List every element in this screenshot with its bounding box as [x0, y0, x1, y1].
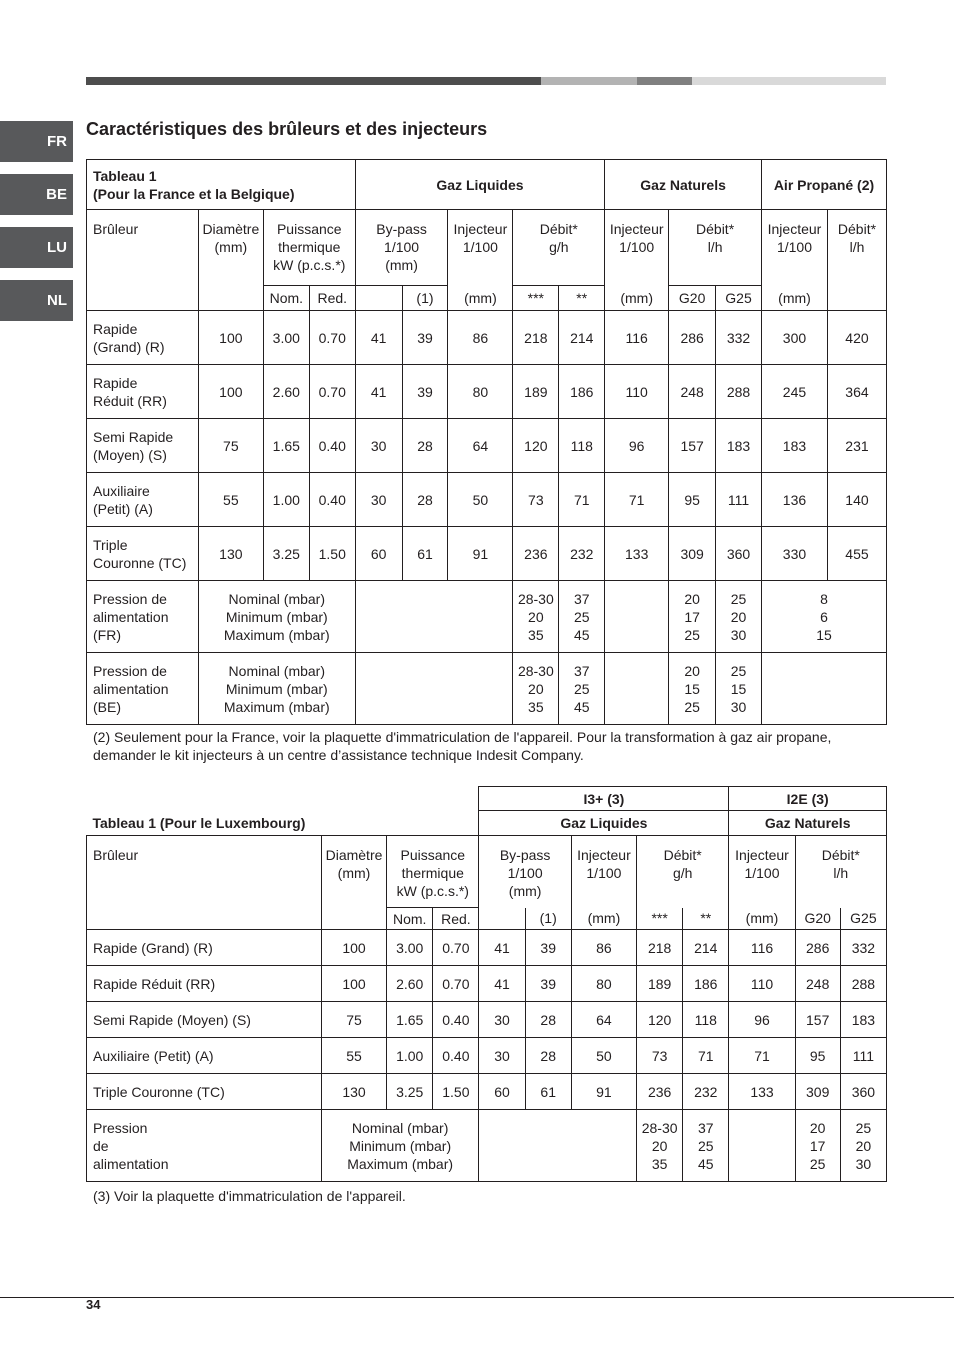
table-cell: 28 [402, 473, 448, 527]
header-diameter: Diamètre (mm) [198, 210, 263, 286]
subheader-cell: ** [683, 908, 729, 930]
header-flow-gh: Débit* g/h [637, 836, 729, 908]
top-bar-segment [86, 77, 541, 85]
table-cell: 360 [840, 1074, 886, 1110]
header-flow-gh: Débit* g/h [513, 210, 605, 286]
table-cell: 1.50 [309, 527, 355, 581]
pressure-empty-cell [355, 581, 513, 653]
table-cell: 64 [571, 1002, 636, 1038]
header-injector-ng: Injecteur 1/100 [605, 210, 669, 286]
table-cell: 111 [716, 473, 762, 527]
table-cell: 189 [513, 365, 559, 419]
pressure-units: Nominal (mbar) Minimum (mbar) Maximum (mbar) [321, 1110, 479, 1182]
table-cell: 120 [637, 1002, 683, 1038]
subheader-cell: (1) [402, 286, 448, 311]
header-injector-ng: Injecteur 1/100 [729, 836, 795, 908]
table-cell: 41 [355, 365, 402, 419]
table-row [87, 1074, 887, 1110]
footnote-3: (3) Voir la plaquette d'immatriculation de l'appareil. [93, 1188, 406, 1204]
top-bar-segment [541, 77, 637, 85]
pressure-empty-cell [605, 581, 669, 653]
page-title: Caractéristiques des brûleurs et des injecteurs [86, 119, 488, 139]
pressure-label-fr: Pression de alimentation (FR) [87, 581, 199, 653]
table-cell: 360 [716, 527, 762, 581]
table-cell: 50 [571, 1038, 636, 1074]
burner-table-lu [86, 786, 887, 1182]
pressure-g25: 25 20 30 [716, 581, 762, 653]
table-cell: 189 [637, 966, 683, 1002]
header-injector-ap: Injecteur 1/100 [762, 210, 828, 286]
group-code-lpg: I3+ (3) [479, 787, 729, 811]
table-cell: 0.40 [309, 473, 355, 527]
table-cell: 118 [559, 419, 605, 473]
table-row [87, 966, 887, 1002]
table-cell: 130 [198, 527, 263, 581]
subheader-cell: Red. [309, 286, 355, 311]
subheader-cell: ** [559, 286, 605, 311]
table-cell: 1.65 [387, 1002, 433, 1038]
table-cell: 0.70 [433, 930, 479, 966]
table-cell: 96 [605, 419, 669, 473]
table-cell: 60 [355, 527, 402, 581]
table-cell: 133 [729, 1074, 795, 1110]
header-power: Puissance thermique kW (p.c.s.*) [263, 210, 355, 286]
pressure-lpg-2star: 37 25 45 [559, 653, 605, 725]
pressure-air-propane: 8 6 15 [762, 581, 887, 653]
subheader-cell: Red. [433, 908, 479, 930]
header-burner: Brûleur [87, 210, 199, 286]
table-cell: 248 [795, 966, 840, 1002]
footnote-2: (2) Seulement pour la France, voir la plaquette d'immatriculation de l'appareil. Pour la transformation à gaz air propane, demander le kit injecteurs à un centre d’assistance technique Indesit Company. [93, 729, 832, 763]
table-cell: 157 [669, 419, 716, 473]
table-cell: 30 [355, 473, 402, 527]
subheader-cell [355, 286, 402, 311]
table-cell: 0.40 [309, 419, 355, 473]
footer-rule [0, 1297, 954, 1298]
table-cell: 286 [795, 930, 840, 966]
subheader-cell [87, 908, 322, 930]
pressure-empty-cell [355, 653, 513, 725]
table-cell: 110 [729, 966, 795, 1002]
table-cell: 218 [637, 930, 683, 966]
table-cell: 140 [827, 473, 886, 527]
subheader-cell [87, 286, 199, 311]
pressure-lpg-2star: 37 25 45 [683, 1110, 729, 1182]
pressure-empty-cell [729, 1110, 795, 1182]
subheader-cell [198, 286, 263, 311]
table-cell: 0.70 [309, 365, 355, 419]
table-row [87, 311, 887, 365]
pressure-g20: 20 17 25 [669, 581, 716, 653]
table-cell: 186 [559, 365, 605, 419]
subheader-cell: G25 [840, 908, 886, 930]
table-cell: 1.65 [263, 419, 309, 473]
pressure-lpg-3star: 28-30 20 35 [513, 653, 559, 725]
table-cell: 80 [571, 966, 636, 1002]
table-cell: 130 [321, 1074, 386, 1110]
table-cell: 110 [605, 365, 669, 419]
table-cell: 248 [669, 365, 716, 419]
table-cell: 157 [795, 1002, 840, 1038]
table-cell: 309 [795, 1074, 840, 1110]
table-cell: 3.25 [387, 1074, 433, 1110]
subheader-cell: G25 [716, 286, 762, 311]
burner-name: Rapide Réduit (RR) [87, 966, 322, 1002]
header-flow-lh: Débit* l/h [795, 836, 886, 908]
burner-name: Rapide (Grand) (R) [87, 311, 199, 365]
burner-name: Rapide (Grand) (R) [87, 930, 322, 966]
table-cell: 1.50 [433, 1074, 479, 1110]
top-decorative-bar [86, 77, 886, 85]
table-cell: 332 [716, 311, 762, 365]
table-cell: 96 [729, 1002, 795, 1038]
pressure-label-be: Pression de alimentation (BE) [87, 653, 199, 725]
pressure-label: Pression de alimentation [87, 1110, 322, 1182]
header-diameter: Diamètre (mm) [321, 836, 386, 908]
header-injector-lpg: Injecteur 1/100 [571, 836, 636, 908]
table-cell: 41 [479, 930, 525, 966]
burner-table-fr-be [86, 159, 887, 725]
table-cell: 64 [448, 419, 513, 473]
page-number: 34 [86, 1297, 101, 1312]
table-cell: 75 [321, 1002, 386, 1038]
table-cell: 73 [513, 473, 559, 527]
table-cell: 95 [669, 473, 716, 527]
table-cell: 364 [827, 365, 886, 419]
pressure-lpg-3star: 28-30 20 35 [637, 1110, 683, 1182]
table-cell: 71 [605, 473, 669, 527]
table-cell: 60 [479, 1074, 525, 1110]
group-header-natural-gas: Gaz Naturels [729, 811, 887, 836]
group-header-lpg: Gaz Liquides [479, 811, 729, 836]
table-cell: 28 [525, 1002, 571, 1038]
subheader-cell [321, 908, 386, 930]
language-tab-fr[interactable]: FR [0, 121, 73, 162]
table-cell: 330 [762, 527, 828, 581]
table-cell: 39 [402, 365, 448, 419]
table-cell: 100 [198, 365, 263, 419]
group-header-air-propane: Air Propané (2) [762, 160, 887, 210]
table-cell: 3.00 [263, 311, 309, 365]
table-cell: 3.25 [263, 527, 309, 581]
table-cell: 75 [198, 419, 263, 473]
table-cell: 236 [637, 1074, 683, 1110]
table-row [87, 930, 887, 966]
table-cell: 300 [762, 311, 828, 365]
table-cell: 214 [559, 311, 605, 365]
table-cell: 286 [669, 311, 716, 365]
header-burner: Brûleur [87, 836, 322, 908]
table-cell: 28 [402, 419, 448, 473]
table-cell: 2.60 [263, 365, 309, 419]
burner-name: Rapide Réduit (RR) [87, 365, 199, 419]
table-cell: 288 [840, 966, 886, 1002]
table-cell: 86 [448, 311, 513, 365]
subheader-cell: (mm) [571, 908, 636, 930]
group-header-natural-gas: Gaz Naturels [605, 160, 762, 210]
table-title: Tableau 1 (Pour le Luxembourg) [87, 811, 479, 836]
burner-name: Triple Couronne (TC) [87, 1074, 322, 1110]
pressure-lpg-2star: 37 25 45 [559, 581, 605, 653]
subheader-cell: Nom. [263, 286, 309, 311]
table-cell: 55 [321, 1038, 386, 1074]
table-cell: 1.00 [387, 1038, 433, 1074]
language-tab-lu[interactable]: LU [0, 227, 73, 268]
subheader-cell: *** [637, 908, 683, 930]
table-cell: 100 [198, 311, 263, 365]
table-cell: 80 [448, 365, 513, 419]
group-code-ng: I2E (3) [729, 787, 887, 811]
table-cell: 71 [729, 1038, 795, 1074]
table-cell: 41 [479, 966, 525, 1002]
subheader-cell: G20 [795, 908, 840, 930]
subheader-cell: (mm) [448, 286, 513, 311]
table-cell: 111 [840, 1038, 886, 1074]
subheader-cell: G20 [669, 286, 716, 311]
table-cell: 41 [355, 311, 402, 365]
table-row [87, 1038, 887, 1074]
table-cell: 309 [669, 527, 716, 581]
subheader-cell: (mm) [762, 286, 828, 311]
pressure-lpg-3star: 28-30 20 35 [513, 581, 559, 653]
table-cell: 332 [840, 930, 886, 966]
table-cell: 245 [762, 365, 828, 419]
pressure-g25: 25 15 30 [716, 653, 762, 725]
subheader-cell [827, 286, 886, 311]
burner-name: Auxiliaire (Petit) (A) [87, 473, 199, 527]
table-row [87, 473, 887, 527]
table-cell: 95 [795, 1038, 840, 1074]
header-power: Puissance thermique kW (p.c.s.*) [387, 836, 479, 908]
table-cell: 116 [605, 311, 669, 365]
table-cell: 86 [571, 930, 636, 966]
table-cell: 39 [525, 930, 571, 966]
table-row [87, 365, 887, 419]
subheader-cell: *** [513, 286, 559, 311]
table-cell: 50 [448, 473, 513, 527]
pressure-units: Nominal (mbar) Minimum (mbar) Maximum (mbar) [198, 653, 355, 725]
table-cell: 30 [479, 1002, 525, 1038]
language-tab-be[interactable]: BE [0, 174, 73, 215]
table-cell: 118 [683, 1002, 729, 1038]
header-bypass: By-pass 1/100 (mm) [355, 210, 448, 286]
table-cell: 116 [729, 930, 795, 966]
table-cell: 232 [559, 527, 605, 581]
header-flow-lh-ap: Débit* l/h [827, 210, 886, 286]
table-cell: 288 [716, 365, 762, 419]
subheader-cell: (1) [525, 908, 571, 930]
language-tab-nl[interactable]: NL [0, 280, 73, 321]
table-cell: 100 [321, 930, 386, 966]
table-cell: 183 [716, 419, 762, 473]
table-cell: 61 [525, 1074, 571, 1110]
table-cell: 71 [683, 1038, 729, 1074]
table-cell: 218 [513, 311, 559, 365]
subheader-cell: (mm) [729, 908, 795, 930]
header-injector-lpg: Injecteur 1/100 [448, 210, 513, 286]
table-cell: 55 [198, 473, 263, 527]
pressure-units: Nominal (mbar) Minimum (mbar) Maximum (mbar) [198, 581, 355, 653]
table-cell: 186 [683, 966, 729, 1002]
pressure-empty-cell [479, 1110, 637, 1182]
table-row [87, 527, 887, 581]
burner-name: Semi Rapide (Moyen) (S) [87, 1002, 322, 1038]
top-bar-segment [692, 77, 886, 85]
table-cell: 0.70 [433, 966, 479, 1002]
table-cell: 28 [525, 1038, 571, 1074]
table-cell: 0.70 [309, 311, 355, 365]
table-cell: 39 [525, 966, 571, 1002]
table-cell: 231 [827, 419, 886, 473]
burner-name: Auxiliaire (Petit) (A) [87, 1038, 322, 1074]
table-cell: 30 [479, 1038, 525, 1074]
table-cell: 136 [762, 473, 828, 527]
pressure-empty-cell [605, 653, 669, 725]
pressure-g25: 25 20 30 [840, 1110, 886, 1182]
table-cell: 61 [402, 527, 448, 581]
table-cell: 91 [448, 527, 513, 581]
table-cell: 2.60 [387, 966, 433, 1002]
pressure-empty-cell [762, 653, 887, 725]
table-cell: 133 [605, 527, 669, 581]
table-cell: 91 [571, 1074, 636, 1110]
table-cell: 420 [827, 311, 886, 365]
table-cell: 30 [355, 419, 402, 473]
table-cell: 71 [559, 473, 605, 527]
table-cell: 183 [840, 1002, 886, 1038]
header-bypass: By-pass 1/100 (mm) [479, 836, 571, 908]
table-cell: 232 [683, 1074, 729, 1110]
table-title: Tableau 1 (Pour la France et la Belgique) [87, 160, 356, 210]
table-cell: 1.00 [263, 473, 309, 527]
header-flow-lh-ng: Débit* l/h [669, 210, 762, 286]
group-header-lpg: Gaz Liquides [355, 160, 604, 210]
top-bar-segment [637, 77, 692, 85]
table-cell: 73 [637, 1038, 683, 1074]
burner-name: Semi Rapide (Moyen) (S) [87, 419, 199, 473]
spacer-cell [87, 787, 479, 811]
table-cell: 455 [827, 527, 886, 581]
table-cell: 0.40 [433, 1002, 479, 1038]
pressure-g20: 20 17 25 [795, 1110, 840, 1182]
table-cell: 3.00 [387, 930, 433, 966]
subheader-cell: Nom. [387, 908, 433, 930]
subheader-cell [479, 908, 525, 930]
table-cell: 236 [513, 527, 559, 581]
pressure-g20: 20 15 25 [669, 653, 716, 725]
table-cell: 183 [762, 419, 828, 473]
table-row [87, 419, 887, 473]
subheader-cell: (mm) [605, 286, 669, 311]
table-cell: 39 [402, 311, 448, 365]
table-cell: 214 [683, 930, 729, 966]
table-cell: 0.40 [433, 1038, 479, 1074]
table-cell: 120 [513, 419, 559, 473]
burner-name: Triple Couronne (TC) [87, 527, 199, 581]
table-cell: 100 [321, 966, 386, 1002]
table-row [87, 1002, 887, 1038]
